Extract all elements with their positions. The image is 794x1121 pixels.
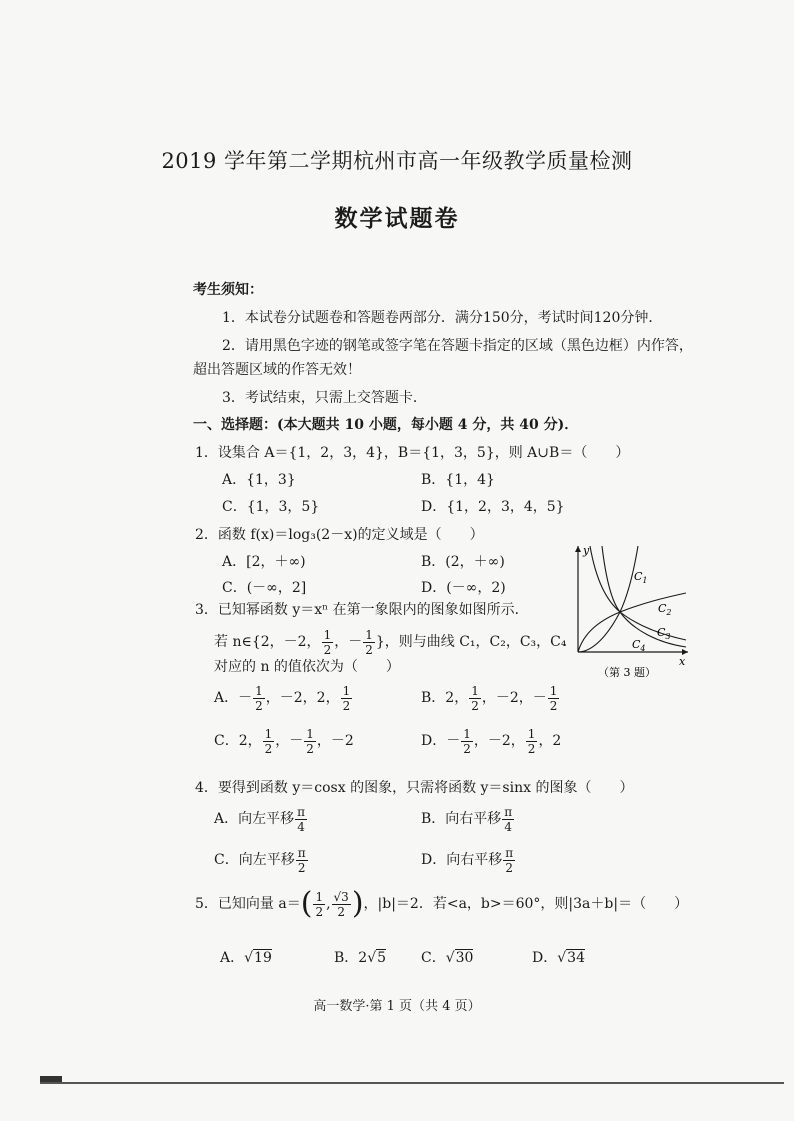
c4-label: $C_4$	[632, 638, 646, 653]
notice-item-2-line2: 超出答题区域的作答无效！	[193, 362, 361, 378]
c2-label: $C_2$	[658, 602, 672, 617]
q4-option-b: B．向右平移 $\frac{\pi}{4}$	[421, 804, 513, 834]
figure-caption: （第 3 题）	[598, 666, 656, 679]
notice-item-3: 3．考试结束，只需上交答题卡．	[222, 390, 427, 406]
q2-option-d: D．(－∞，2)	[421, 580, 506, 596]
c3-label: $C_3$	[657, 626, 671, 641]
page-bottom-rule	[40, 1082, 784, 1084]
q3-stem-line3: 对应的 n 的值依次为（ ）	[214, 659, 400, 675]
q1-stem: 1．设集合 A＝{1，2，3，4}，B＝{1，3，5}，则 A∪B＝（ ）	[195, 445, 630, 461]
notice-heading: 考生须知：	[193, 282, 263, 298]
q2-option-c: C．(－∞，2]	[222, 580, 307, 596]
q3-option-d: D．－ $\frac{1}{2}$ ，－2， $\frac{1}{2}$ ，2	[421, 726, 562, 756]
q4-option-c: C．向左平移 $\frac{\pi}{2}$	[214, 845, 306, 875]
y-axis-label: y	[583, 544, 590, 557]
q3-option-b: B．2， $\frac{1}{2}$ ，－2，－ $\frac{1}{2}$	[421, 683, 558, 713]
q3-option-c: C．2， $\frac{1}{2}$ ，－ $\frac{1}{2}$ ，－2	[214, 726, 354, 756]
q2-option-a: A．[2，＋∞)	[222, 554, 306, 570]
y-axis-arrow	[575, 546, 581, 552]
q5-option-a: A．√19	[220, 950, 272, 966]
q4-option-d: D．向右平移 $\frac{\pi}{2}$	[421, 845, 514, 875]
x-axis-label: x	[679, 655, 686, 668]
q1-option-a: A．{1，3}	[222, 472, 296, 488]
q1-option-d: D．{1，2，3，4，5}	[421, 499, 565, 515]
q5-option-d: D．√34	[532, 950, 585, 966]
section-1-heading: 一、选择题：(本大题共 10 小题，每小题 4 分，共 40 分)．	[193, 417, 579, 433]
notice-item-1: 1．本试卷分试题卷和答题卷两部分．满分150分，考试时间120分钟．	[222, 310, 663, 326]
q4-option-a: A．向左平移 $\frac{\pi}{4}$	[214, 804, 306, 834]
q3-power-function-figure	[568, 540, 698, 685]
q3-option-a: A．－ $\frac{1}{2}$ ，－2，2， $\frac{1}{2}$	[214, 683, 351, 713]
notice-item-2-line1: 2．请用黑色字迹的钢笔或签字笔在答题卡指定的区域（黑色边框）内作答，	[222, 338, 693, 354]
q4-stem: 4．要得到函数 y＝cosx 的图象，只需将函数 y＝sinx 的图象（ ）	[195, 780, 634, 796]
curve-c1	[578, 546, 638, 652]
q1-option-b: B．{1，4}	[421, 472, 495, 488]
c1-label: $C_1$	[634, 570, 648, 585]
q3-stem-line2: 若 n∈{2，－2， $\frac{1}{2}$ ，－ $\frac{1}{2}$ }，则与曲线 C₁，C₂，C₃，C₄	[214, 627, 567, 657]
q1-option-c: C．{1，3，5}	[222, 499, 320, 515]
page-footer: 高一数学·第 1 页（共 4 页）	[313, 999, 481, 1014]
exam-title: 2019 学年第二学期杭州市高一年级教学质量检测	[161, 149, 633, 173]
q5-stem: 5．已知向量 a＝( $\frac{1}{2}$ , $\frac{√3}{2}$ )，|b|＝2．若<a，b>＝60°，则|3a＋b|＝（ ）	[195, 886, 689, 921]
q5-option-b: B．2√5	[334, 950, 387, 966]
q3-stem-line1: 3．已知幂函数 y＝xⁿ 在第一象限内的图象如图所示．	[195, 602, 529, 618]
q5-option-c: C．√30	[421, 950, 474, 966]
q2-option-b: B．(2，＋∞)	[421, 554, 505, 570]
q2-stem: 2．函数 f(x)＝log₃(2－x)的定义域是（ ）	[195, 527, 484, 543]
exam-subtitle: 数学试题卷	[334, 205, 460, 232]
curve-c4	[602, 546, 686, 647]
